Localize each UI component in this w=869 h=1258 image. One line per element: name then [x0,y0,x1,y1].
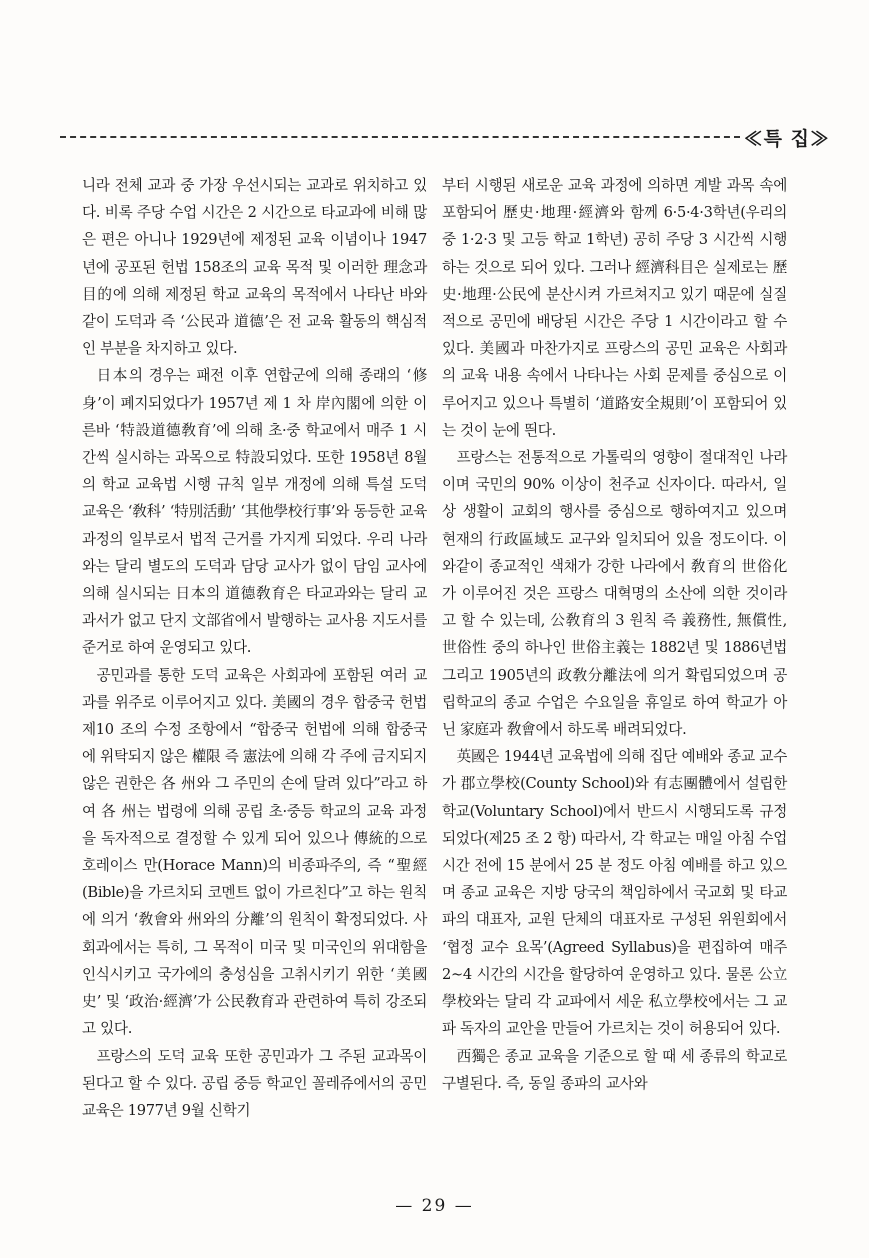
paragraph: 공민과를 통한 도덕 교육은 사회과에 포함된 여러 교과를 위주로 이루어지고 있다. 美國의 경우 합중국 헌법 제10 조의 수정 조항에서 “합중국 헌법에 의해 합중국에 위탁되지 않은 權限 즉 憲法에 의해 각 주에 금지되지 않은 권한은 各 州와 그 주민의 손에 달려 있다”라고 하여 各 州는 법령에 의해 공립 초·중등 학교의 교육 과정을 독자적으로 결정할 수 있게 되어 있으나 傳統的으로 호레이스 만(Horace Mann)의 비종파주의, 즉 “聖經(Bible)을 가르치되 코멘트 없이 가르친다”고 하는 원칙에 의거 ‘敎會와 州와의 分離’의 원칙이 확정되었다. 사회과에서는 특히, 그 목적이 미국 및 미국인의 위대함을 인식시키고 국가에의 충성심을 고취시키기 위한 ‘美國史’ 및 ‘政治·經濟’가 公民敎育과 관련하여 특히 강조되고 있다. [82,666,427,1038]
page-number: — 29 — [395,1196,474,1216]
paragraph: 英國은 1944년 교육법에 의해 집단 예배와 종교 교수가 郡立學校(County School)와 有志團體에서 설립한 학교(Voluntary School)에서 반드시 시행되도록 규정되었다(제25 조 2 항) 따라서, 각 학교는 매일 아침 수업 시간 전에 15 분에서 25 분 정도 아침 예배를 하고 있으며 종교 교육은 지방 당국의 책임하에서 국교회 및 타교파의 대표자, 교원 단체의 대표자로 구성된 위원회에서 ‘협정 교수 요목’(Agreed Syllabus)을 편집하여 매주 2∼4 시간의 시간을 할당하여 운영하고 있다. 물론 公立學校와는 달리 각 교파에서 세운 私立學校에서는 그 교파 독자의 교안을 만들어 가르치는 것이 허용되어 있다. [442,748,787,1038]
right-column [442,172,787,1097]
paragraph: 日本의 경우는 패전 이후 연합군에 의해 종래의 ‘修身’이 폐지되었다가 1957년 제 1 차 岸內閣에 의한 이른바 ‘特設道德敎育’에 의해 초·중 학교에서 매주 1 시간씩 실시하는 과목으로 特設되었다. 또한 1958년 8월의 학교 교육법 시행 규칙 일부 개정에 의해 특설 도덕 교육은 ‘敎科’ ‘特別活動’ ‘其他學校行事’와 동등한 교육 과정의 일부로서 법적 근거를 가지게 되었다. 우리 나라와는 달리 별도의 도덕과 담당 교사가 없이 담임 교사에 의해 실시되는 日本의 道德敎育은 타교과와는 달리 교과서가 없고 단지 文部省에서 발행하는 교사용 지도서를 준거로 하여 운영되고 있다. [82,367,427,657]
paragraph: 부터 시행된 새로운 교육 과정에 의하면 계발 과목 속에 포함되어 歷史·地理·經濟와 함께 6·5·4·3학년(우리의 중 1·2·3 및 고등 학교 1학년) 공히 주당 3 시간씩 시행하는 것으로 되어 있다. 그러나 經濟科目은 실제로는 歷史·地理·公民에 분산시켜 가르쳐지고 있기 때문에 실질적으로 공민에 배당된 시간은 주당 1 시간이라고 할 수 있다. 美國과 마찬가지로 프랑스의 공민 교육은 사회과의 교육 내용 속에서 나타나는 사회 문제를 중심으로 이루어지고 있으나 특별히 ‘道路安全規則’이 포함되어 있는 것이 눈에 띈다. [442,177,787,439]
paragraph: 니라 전체 교과 중 가장 우선시되는 교과로 위치하고 있다. 비록 주당 수업 시간은 2 시간으로 타교과에 비해 많은 편은 아니나 1929년에 제정된 교육 이념이나 1947년에 공포된 헌법 158조의 교육 목적 및 이러한 理念과 目的에 의해 제정된 학교 교육의 목적에서 나타난 바와 같이 도덕과 즉 ‘公民과 道德’은 전 교육 활동의 핵심적인 부분을 차지하고 있다. [82,177,427,358]
section-tag: ≪특 집≫ [743,127,830,150]
section-header [60,125,830,149]
paragraph: 프랑스는 전통적으로 가톨릭의 영향이 절대적인 나라이며 국민의 90% 이상이 천주교 신자이다. 따라서, 일상 생활이 교회의 행사를 중심으로 행하여지고 있으며 현재의 行政區域도 교구와 일치되어 있을 정도이다. 이와같이 종교적인 색채가 강한 나라에서 敎育의 世俗化가 이루어진 것은 프랑스 대혁명의 소산에 의한 것이라고 할 수 있는데, 公敎育의 3 원칙 즉 義務性, 無償性, 世俗性 중의 하나인 世俗主義는 1882년 및 1886년법 그리고 1905년의 政敎分離法에 의거 확립되었으며 공립학교의 종교 수업은 수요일을 휴일로 하여 학교가 아닌 家庭과 敎會에서 하도록 배려되었다. [442,449,787,739]
left-column [82,172,427,1124]
header-dashed-rule [60,136,740,138]
paragraph: 西獨은 종교 교육을 기준으로 할 때 세 종류의 학교로 구별된다. 즉, 동일 종파의 교사와 [442,1047,787,1092]
paragraph: 프랑스의 도덕 교육 또한 공민과가 그 주된 교과목이 된다고 할 수 있다. 공립 중등 학교인 꼴레쥬에서의 공민 교육은 1977년 9월 신학기 [82,1047,427,1119]
